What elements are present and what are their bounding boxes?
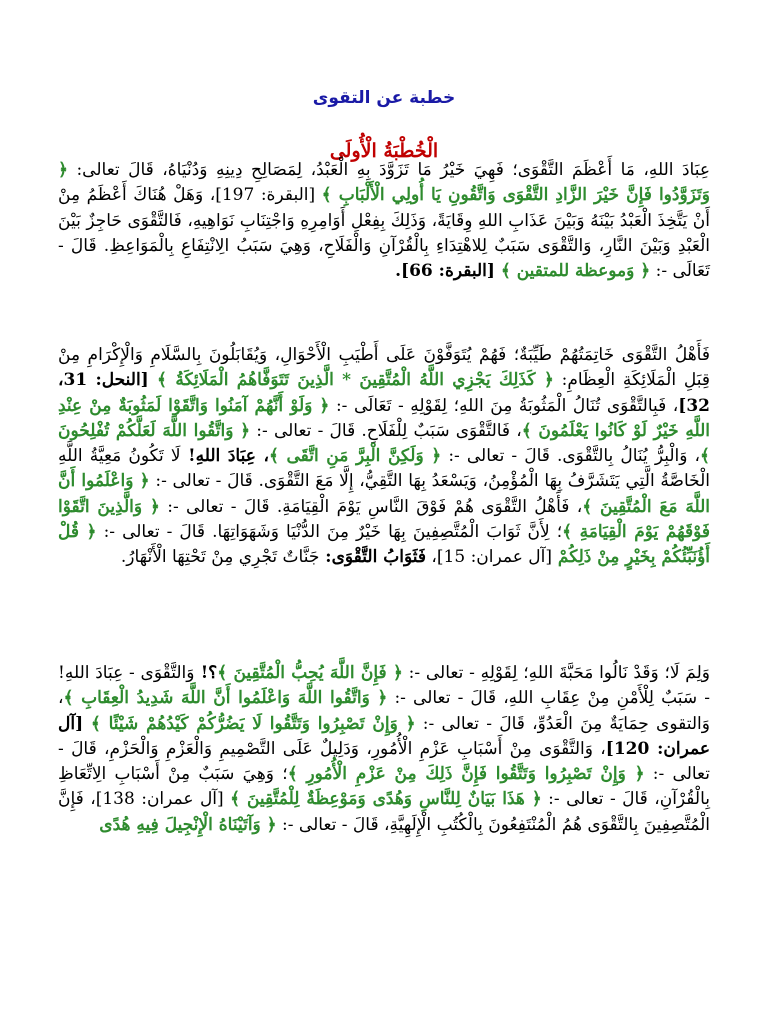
quran-verse: ﴿ وَاتَّقُوا اللَّهَ وَاعْلَمُوا أَنَّ اللَّهَ شَدِيدُ الْعِقَابِ ﴾	[63, 688, 388, 709]
body-text: ، فَالتَّقْوَى سَبَبٌ لِلْفَلَاحِ. قَالَ - تعالى -:	[250, 420, 522, 441]
body-text: ، فَأَهْلُ التَّقْوَى هُمْ فَوْقَ النَّاسِ يَوْمَ الْقِيَامَةِ. قَالَ - تعالى -:	[159, 496, 583, 517]
citation-text: [آل عمران: 120]	[58, 713, 710, 759]
quran-verse: ﴿ وَاعْلَمُوا أَنَّ اللَّهَ مَعَ الْمُتَّقِينَ ﴾	[58, 471, 711, 517]
body-text: [آل عمران: 138]، فَإِنَّ الْمُتَّصِفِينَ بِالتَّقْوَى هُمُ الْمُنْتَفِعُونَ بِالْكُتُبِ الْإِلَهِيَّةِ، قَالَ - تعالى -:	[58, 789, 710, 835]
body-text: فَأَهْلُ التَّقْوَى خَاتِمَتُهُمْ طَيِّبَةٌ؛ فَهُمْ يُتَوَفَّوْنَ عَلَى أَطْيَبِ الْأَحْوَالِ، وَيُقَابَلُونَ بِالسَّلَامِ وَالْإِكْرَامِ مِنْ قِبَلِ الْمَلَائِكَةِ الْعِظَامِ:	[58, 345, 710, 391]
quran-verse: ﴿ وَآتَيْنَاهُ الْإِنْجِيلَ فِيهِ هُدًى	[99, 814, 277, 835]
body-text: [البقرة: 197]، وَهَلْ هُنَاكَ أَعْظَمُ مِنْ أَنْ يَتَّخِذَ الْعَبْدُ بَيْنَهُ وَبَيْنَ عَذَابِ اللهِ وِقَايَةً، وَذَلِكَ بِفِعْلِ أَوَامِرِهِ وَاجْتِنَابِ نَوَاهِيهِ، فَالتَّقْوَى حَاجِزٌ بَيْنَ الْعَبْدِ وَبَيْنَ النَّارِ، وَالتَّقْوَى سَبَبٌ لِلاهْتِدَاءِ بِالْقُرْآنِ وَالْفَلَاحِ، وَهِيَ سَبَبُ الِانْتِفَاعِ بِالْمَوَاعِظِ. قَالَ - تَعَالَى -:	[58, 185, 710, 282]
citation-text: [البقرة: 66].	[395, 261, 501, 282]
body-text: ، وَالْبِرُّ يُنَالُ بِالتَّقْوَى. قَالَ - تعالى -:	[441, 446, 701, 467]
quran-verse: ﴿ وَإِنْ تَصْبِرُوا وَتَتَّقُوا لَا يَضُرُّكُمْ كَيْدُهُمْ شَيْئًا ﴾	[90, 713, 416, 734]
citation-text: [النحل: 31، 32]	[58, 370, 710, 416]
quran-verse: ﴿ وَالَّذِينَ اتَّقَوْا فَوْقَهُمْ يَوْمَ الْقِيَامَةِ ﴾	[58, 496, 710, 543]
body-text: وَالتَّقْوَى - عِبَادَ اللهِ! - سَبَبٌ لِلْأَمْنِ مِنْ عِقَابِ اللهِ، قَالَ - تعالى -:	[58, 663, 710, 709]
section-heading: الْخُطْبَةُ الْأُولَى	[329, 140, 439, 162]
body-text: وَلِمَ لَا؛ وَقَدْ نَالُوا مَحَبَّةَ اللهِ؛ لِقَوْلِهِ - تعالى -:	[402, 663, 711, 683]
quran-verse: ﴿ وَلَكِنَّ الْبِرَّ مَنِ اتَّقَى ﴾	[268, 446, 442, 467]
quran-verse: ﴿ قُلْ أَؤُنَبِّئُكُمْ بِخَيْرٍ مِنْ ذَلِكُمْ	[58, 522, 710, 568]
body-text: ، وَالتقوى حِمَايَةٌ مِنَ الْعَدُوِّ، قَالَ - تعالى -:	[58, 688, 710, 734]
quran-verse: ﴿ وَإِنْ تَصْبِرُوا وَتَتَّقُوا فَإِنَّ ذَلِكَ مِنْ عَزْمِ الْأُمُورِ ﴾	[287, 764, 645, 785]
body-text: [آل عمران: 15]،	[426, 547, 552, 568]
paragraph-3	[58, 661, 710, 838]
body-text: عِبَادَ اللهِ، مَا أَعْظَمَ التَّقْوَى؛ فَهِيَ خَيْرُ مَا تَزَوَّدَ بِهِ الْعَبْدُ، لِمَصَالِحِ دِينِهِ وَدُنْيَاهُ، قَالَ تعالى:	[67, 160, 710, 180]
quran-verse: ﴿ وَتَزَوَّدُوا فَإِنَّ خَيْرَ الزَّادِ التَّقْوَى وَاتَّقُونِ يَا أُولِي الْأَلْبَابِ ﴾	[58, 160, 710, 206]
citation-text: فَثَوَابُ التَّقْوَى:	[319, 547, 426, 568]
body-text: لَا تَكُونُ مَعِيَّةُ اللَّهِ الْخَاصَّةُ الَّتِي يَتَشَرَّفُ بِهَا الْمُؤْمِنُ، وَيَسْعَدُ بِهَا التَّقِيُّ، إِلَّا مَعَ التَّقْوَى. قَالَ - تعالى -:	[58, 446, 710, 492]
body-text: جَنَّاتٌ تَجْرِي مِنْ تَحْتِهَا الْأَنْهَارُ.	[120, 547, 320, 568]
paragraph-2	[58, 343, 710, 571]
body-text: ، فَبِالتَّقْوَى تُنَالُ الْمَثُوبَةُ مِنَ اللهِ؛ لِقَوْلِهِ - تَعَالَى -:	[329, 395, 679, 416]
quran-verse: ﴿ وَلَوْ أَنَّهُمْ آمَنُوا وَاتَّقَوْا لَمَثُوبَةٌ مِنْ عِنْدِ اللَّهِ خَيْرٌ لَوْ كَانُوا يَعْلَمُونَ ﴾	[58, 395, 710, 441]
quran-verse: ﴿ هَذَا بَيَانٌ لِلنَّاسِ وَهُدًى وَمَوْعِظَةٌ لِلْمُتَّقِينَ ﴾	[230, 789, 542, 810]
quran-verse: ﴿ وَموعظة للمتقين ﴾	[500, 261, 651, 282]
document-title: خطبة عن التقوى	[312, 88, 456, 108]
body-text: ، وَالتَّقْوَى مِنْ أَسْبَابِ عَزْمِ الْأُمُورِ، وَدَلِيلٌ عَلَى التَّصْمِيمِ وَالْعَزْمِ وَالْحَزْمِ، قَالَ - تعالى -:	[58, 738, 710, 785]
quran-verse: ﴿ كَذَلِكَ يَجْزِي اللَّهُ الْمُتَّقِينَ * الَّذِينَ تَتَوَفَّاهُمُ الْمَلَائِكَةُ ﴾	[157, 370, 554, 391]
citation-text: ؟!	[194, 663, 218, 683]
body-text: ؛ لِأَنَّ ثَوَابَ الْمُتَّصِفِينَ بِهَا خَيْرٌ مِنَ الدُّنْيَا وَشَهَوَاتِهَا. قَالَ - تعالى -:	[96, 522, 563, 543]
body-text: ؛ وَهِيَ سَبَبٌ مِنْ أَسْبَابِ الِاتِّعَاظِ بِالْقُرْآنِ، قَالَ - تعالى -:	[58, 764, 710, 810]
citation-text: ، عِبَادَ اللهِ!	[180, 446, 269, 467]
paragraph-1	[58, 158, 710, 284]
quran-verse: ﴿ وَاتَّقُوا اللَّهَ لَعَلَّكُمْ تُفْلِحُونَ ﴾	[58, 420, 710, 467]
quran-verse: ﴿ فَإِنَّ اللَّهَ يُحِبُّ الْمُتَّقِينَ ﴾	[217, 663, 403, 683]
